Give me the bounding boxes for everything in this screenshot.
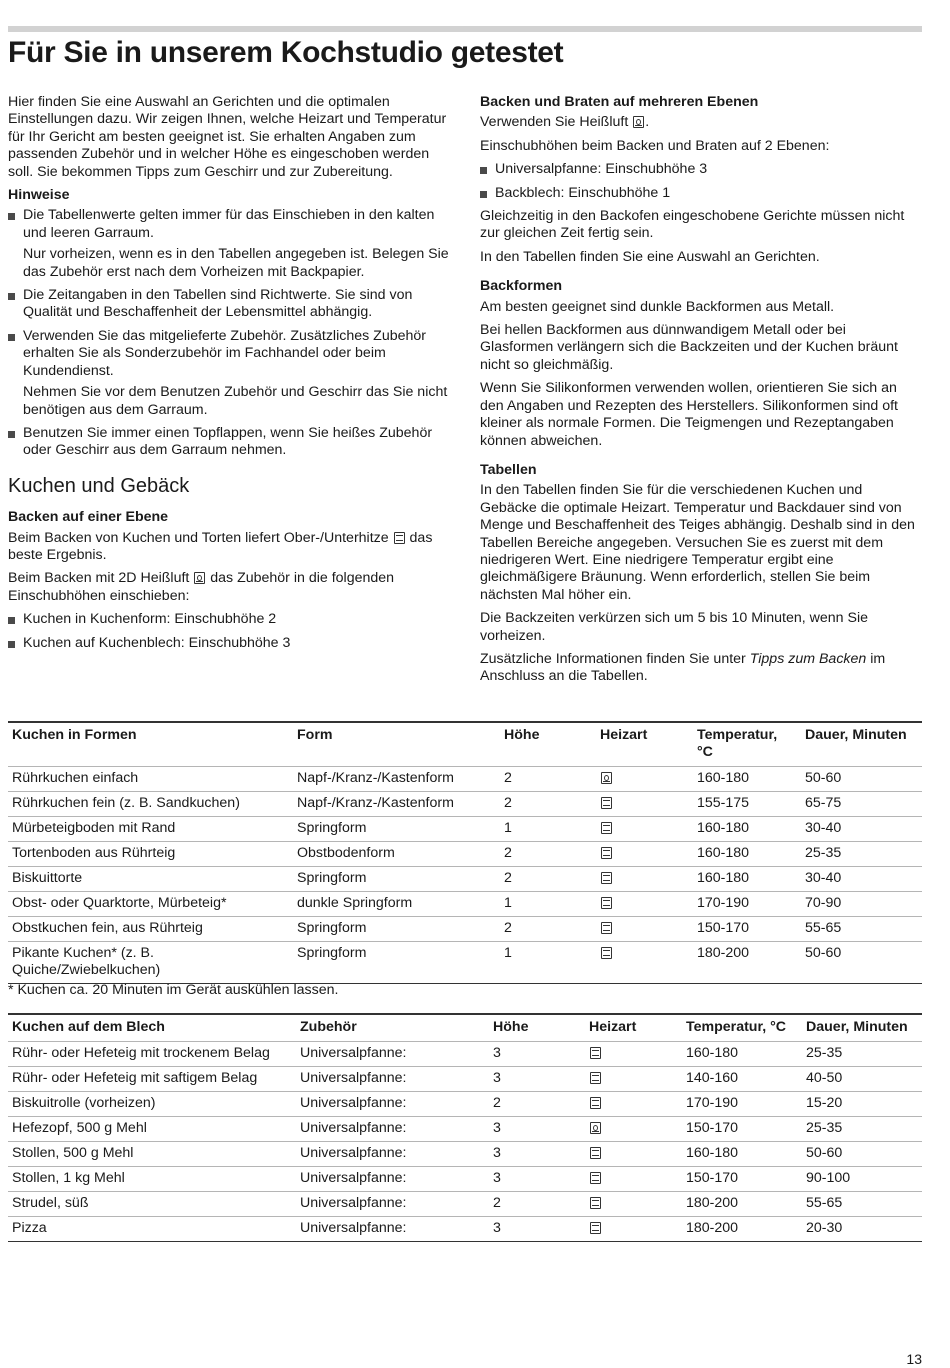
heissluft-icon xyxy=(590,1122,601,1134)
tabellen-heading: Tabellen xyxy=(480,461,537,478)
table-cell: Stollen, 1 kg Mehl xyxy=(8,1167,296,1192)
table-cell: Rührkuchen fein (z. B. Sandkuchen) xyxy=(8,792,293,817)
page-number: 13 xyxy=(906,1351,922,1367)
table-footnote: * Kuchen ca. 20 Minuten im Gerät auskühlen lassen. xyxy=(8,982,339,998)
table-cell: Stollen, 500 g Mehl xyxy=(8,1142,296,1167)
ober-unterhitze-icon xyxy=(590,1147,601,1159)
table-cell: 1 xyxy=(500,942,596,984)
table-cell: 140-160 xyxy=(682,1067,802,1092)
table-cell: 160-180 xyxy=(693,842,801,867)
table-cell: 25-35 xyxy=(802,1042,922,1067)
table-cell: 180-200 xyxy=(682,1217,802,1242)
table-cell: Springform xyxy=(293,817,500,842)
column-header: Zubehör xyxy=(300,1019,357,1035)
heissluft-icon xyxy=(601,772,612,784)
table-cell: 30-40 xyxy=(801,817,922,842)
table-cell: Rührkuchen einfach xyxy=(8,767,293,792)
table-cell: 2 xyxy=(500,792,596,817)
table-cell: 3 xyxy=(489,1042,585,1067)
table-cell: 3 xyxy=(489,1167,585,1192)
column-header: Höhe xyxy=(493,1019,529,1035)
table-cell: 180-200 xyxy=(682,1192,802,1217)
intro-text: Hier finden Sie eine Auswahl an Gerichten und die optimalen Einstellungen dazu. Wir zeigen Ihnen, welche Heizart und Temperatur für Ihr Gericht am besten geeignet ist. Sie erhalten Angaben zum passenden Zubehör und in welcher Höhe es eingeschoben werden soll. Sie bekommen Tipps zum Geschirr und zur Zubereitung. xyxy=(8,94,447,180)
table-cell: dunkle Springform xyxy=(293,892,500,917)
table-row xyxy=(8,792,922,817)
table-cell: 25-35 xyxy=(802,1117,922,1142)
heizart-cell xyxy=(596,892,693,917)
table-row xyxy=(8,1042,922,1067)
heizart-cell xyxy=(596,842,693,867)
table-kuchen-auf-dem-blech xyxy=(8,1013,922,1242)
ober-unterhitze-icon xyxy=(590,1047,601,1059)
table-cell: 3 xyxy=(489,1117,585,1142)
mehrere-text-2: Einschubhöhen beim Backen und Braten auf 2 Ebenen: xyxy=(480,137,830,154)
list-item: Kuchen in Kuchenform: Einschubhöhe 2 xyxy=(8,611,456,628)
table-cell: 90-100 xyxy=(802,1167,922,1192)
table-row xyxy=(8,1142,922,1167)
table-cell: Universalpfanne: xyxy=(296,1192,489,1217)
table-cell: Universalpfanne: xyxy=(296,1042,489,1067)
ebene-text-2: Beim Backen mit 2D Heißluft das Zubehör in die folgenden Einschubhöhen einschieben: xyxy=(8,570,395,604)
ober-unterhitze-icon xyxy=(590,1172,601,1184)
list-item: Backblech: Einschubhöhe 1 xyxy=(480,185,922,202)
table-cell: 3 xyxy=(489,1142,585,1167)
table-row xyxy=(8,767,922,792)
table-cell: Obstkuchen fein, aus Rührteig xyxy=(8,917,293,942)
table-row xyxy=(8,842,922,867)
table-cell: 70-90 xyxy=(801,892,922,917)
table-cell: Pikante Kuchen* (z. B. Quiche/Zwiebelkuchen) xyxy=(8,942,293,984)
table-header-row xyxy=(8,722,922,767)
tipps-reference: Tipps zum Backen xyxy=(749,650,867,667)
mehrere-text-3: Gleichzeitig in den Backofen eingeschobene Gerichte müssen nicht zur gleichen Zeit fertig sein. xyxy=(480,208,905,242)
table-row xyxy=(8,1167,922,1192)
table-row xyxy=(8,867,922,892)
table-cell: Springform xyxy=(293,867,500,892)
table-cell: Universalpfanne: xyxy=(296,1167,489,1192)
heizart-cell xyxy=(585,1192,682,1217)
column-header: Temperatur, °C xyxy=(686,1019,787,1035)
mehrere-text-1: Verwenden Sie Heißluft . xyxy=(480,114,650,131)
ebene-heading: Backen auf einer Ebene xyxy=(8,509,169,526)
backformen-text-3: Wenn Sie Silikonformen verwenden wollen, orientieren Sie sich an den Angaben und Rezepten des Herstellers. Silikonformen sind oft kleiner als normale Formen. Die Teigmengen und Rezeptangaben können abweichen. xyxy=(480,380,898,449)
column-header: Form xyxy=(297,727,333,743)
table-cell: Universalpfanne: xyxy=(296,1217,489,1242)
left-column xyxy=(8,94,456,658)
table-cell: Napf-/Kranz-/Kastenform xyxy=(293,767,500,792)
heizart-cell xyxy=(596,817,693,842)
heizart-cell xyxy=(585,1167,682,1192)
backformen-text-1: Am besten geeignet sind dunkle Backformen aus Metall. xyxy=(480,298,835,315)
ebene-text-1: Beim Backen von Kuchen und Torten liefert Ober-/Unterhitze das beste Ergebnis. xyxy=(8,529,433,563)
hinweise-list xyxy=(8,207,456,459)
column-header: Höhe xyxy=(504,727,540,743)
table-cell: 160-180 xyxy=(682,1042,802,1067)
ober-unterhitze-icon xyxy=(601,897,612,909)
tabellen-text-1: In den Tabellen finden Sie für die verschiedenen Kuchen und Gebäcke die optimale Heizart. Temperatur und Backdauer sind von Menge und Beschaffenheit des Teiges abhängig. Deshalb sind in den Tabellen Bereiche angegeben. Versuchen Sie es zuerst mit dem niedrigeren Wert. Eine niedrigere Temperatur ergibt eine gleichmäßigere Bräunung. Wenn erforderlich, stellen Sie beim nächsten Mal höher ein. xyxy=(480,482,915,603)
table-cell: Biskuitrolle (vorheizen) xyxy=(8,1092,296,1117)
ober-unterhitze-icon xyxy=(601,872,612,884)
mehrere-text-4: In den Tabellen finden Sie eine Auswahl an Gerichten. xyxy=(480,248,820,265)
heissluft-icon xyxy=(194,572,205,584)
tabellen-text-2: Die Backzeiten verkürzen sich um 5 bis 10 Minuten, wenn Sie vorheizen. xyxy=(480,610,868,644)
heizart-cell xyxy=(585,1217,682,1242)
table-row xyxy=(8,1217,922,1242)
table-row xyxy=(8,1092,922,1117)
section-heading-kuchen: Kuchen und Gebäck xyxy=(8,474,190,497)
table-row xyxy=(8,1117,922,1142)
table-cell: Springform xyxy=(293,917,500,942)
table-cell: Universalpfanne: xyxy=(296,1117,489,1142)
table-cell: 50-60 xyxy=(802,1142,922,1167)
column-header: Heizart xyxy=(589,1019,637,1035)
heizart-cell xyxy=(596,767,693,792)
table-cell: 2 xyxy=(489,1192,585,1217)
table-cell: 50-60 xyxy=(801,942,922,984)
ober-unterhitze-icon xyxy=(601,797,612,809)
heissluft-icon xyxy=(633,116,644,128)
table-cell: 170-190 xyxy=(682,1092,802,1117)
heizart-cell xyxy=(585,1067,682,1092)
right-column xyxy=(480,94,922,692)
heizart-cell xyxy=(585,1042,682,1067)
mehrere-heading: Backen und Braten auf mehreren Ebenen xyxy=(480,94,759,110)
table-kuchen-in-formen xyxy=(8,721,922,984)
table-cell: 2 xyxy=(489,1092,585,1117)
table-row xyxy=(8,1192,922,1217)
table-cell: 160-180 xyxy=(682,1142,802,1167)
table-row xyxy=(8,917,922,942)
table-cell: 2 xyxy=(500,917,596,942)
table-cell: 25-35 xyxy=(801,842,922,867)
ober-unterhitze-icon xyxy=(601,847,612,859)
table-row xyxy=(8,892,922,917)
table-header-row xyxy=(8,1014,922,1042)
table-cell: 160-180 xyxy=(693,867,801,892)
table-cell: 150-170 xyxy=(682,1167,802,1192)
table-cell: 155-175 xyxy=(693,792,801,817)
table-cell: 1 xyxy=(500,892,596,917)
hinweise-heading: Hinweise xyxy=(8,187,70,204)
ober-unterhitze-icon xyxy=(590,1097,601,1109)
list-item: Kuchen auf Kuchenblech: Einschubhöhe 3 xyxy=(8,635,456,652)
table-cell: 2 xyxy=(500,867,596,892)
ebene-list xyxy=(8,611,456,652)
list-item: Benutzen Sie immer einen Topflappen, wenn Sie heißes Zubehör oder Geschirr aus dem Garraum nehmen. xyxy=(8,425,456,460)
heizart-cell xyxy=(585,1117,682,1142)
table-cell: 170-190 xyxy=(693,892,801,917)
column-header: Kuchen in Formen xyxy=(12,727,137,743)
column-header: Kuchen auf dem Blech xyxy=(12,1019,165,1035)
table-cell: Springform xyxy=(293,942,500,984)
table-cell: Napf-/Kranz-/Kastenform xyxy=(293,792,500,817)
table-cell: Tortenboden aus Rührteig xyxy=(8,842,293,867)
ober-unterhitze-icon xyxy=(394,532,405,544)
table-cell: 50-60 xyxy=(801,767,922,792)
list-item-sub: Nehmen Sie vor dem Benutzen Zubehör und Geschirr das Sie nicht benötigen aus dem Garraum. xyxy=(23,384,448,418)
heizart-cell xyxy=(596,942,693,984)
table-row xyxy=(8,1067,922,1092)
list-item: Verwenden Sie das mitgelieferte Zubehör. Zusätzliches Zubehör erhalten Sie als Sonderzubehör im Fachhandel oder beim Kundendienst. Nehmen Sie vor dem Benutzen Zubehör und Geschirr das Sie nicht benötigen aus dem Garraum. xyxy=(8,328,456,419)
table-cell: Biskuittorte xyxy=(8,867,293,892)
list-item: Die Tabellenwerte gelten immer für das Einschieben in den kalten und leeren Garraum. Nur vorheizen, wenn es in den Tabellen angegeben ist. Belegen Sie das Zubehör erst nach dem Vorheizen mit Backpapier. xyxy=(8,207,456,281)
table-cell: Universalpfanne: xyxy=(296,1142,489,1167)
table-cell: Pizza xyxy=(8,1217,296,1242)
table-cell: Obstbodenform xyxy=(293,842,500,867)
table-cell: 2 xyxy=(500,767,596,792)
table-cell: Rühr- oder Hefeteig mit trockenem Belag xyxy=(8,1042,296,1067)
table-cell: 40-50 xyxy=(802,1067,922,1092)
top-rule xyxy=(8,26,922,32)
table-cell: 3 xyxy=(489,1217,585,1242)
ober-unterhitze-icon xyxy=(601,922,612,934)
heizart-cell xyxy=(596,917,693,942)
table-cell: 150-170 xyxy=(682,1117,802,1142)
ober-unterhitze-icon xyxy=(590,1222,601,1234)
table-cell: 2 xyxy=(500,842,596,867)
list-item-sub: Nur vorheizen, wenn es in den Tabellen angegeben ist. Belegen Sie das Zubehör erst nach dem Vorheizen mit Backpapier. xyxy=(23,246,449,280)
heizart-cell xyxy=(585,1142,682,1167)
ober-unterhitze-icon xyxy=(601,822,612,834)
table-cell: 160-180 xyxy=(693,817,801,842)
table-row xyxy=(8,817,922,842)
table-cell: 55-65 xyxy=(802,1192,922,1217)
table-cell: 180-200 xyxy=(693,942,801,984)
table-cell: 65-75 xyxy=(801,792,922,817)
table-cell: Universalpfanne: xyxy=(296,1092,489,1117)
table-cell: Hefezopf, 500 g Mehl xyxy=(8,1117,296,1142)
ober-unterhitze-icon xyxy=(590,1197,601,1209)
list-item: Die Zeitangaben in den Tabellen sind Richtwerte. Sie sind von Qualität und Beschaffenheit der Lebensmittel abhängig. xyxy=(8,287,456,322)
heizart-cell xyxy=(596,792,693,817)
table-cell: 55-65 xyxy=(801,917,922,942)
table-cell: Obst- oder Quarktorte, Mürbeteig* xyxy=(8,892,293,917)
backformen-text-2: Bei hellen Backformen aus dünnwandigem Metall oder bei Glasformen verlängern sich die Backzeiten und der Kuchen bräunt nicht so gleichmäßig. xyxy=(480,322,898,373)
table-cell: Universalpfanne: xyxy=(296,1067,489,1092)
column-header: Dauer, Minuten xyxy=(805,727,907,743)
list-item: Universalpfanne: Einschubhöhe 3 xyxy=(480,161,922,178)
table-cell: 30-40 xyxy=(801,867,922,892)
table-cell: 1 xyxy=(500,817,596,842)
table-cell: Strudel, süß xyxy=(8,1192,296,1217)
heizart-cell xyxy=(596,867,693,892)
page-title: Für Sie in unserem Kochstudio getestet xyxy=(8,36,564,69)
heizart-cell xyxy=(585,1092,682,1117)
table-cell: 20-30 xyxy=(802,1217,922,1242)
table-row xyxy=(8,942,922,984)
table-cell: Rühr- oder Hefeteig mit saftigem Belag xyxy=(8,1067,296,1092)
table-cell: 160-180 xyxy=(693,767,801,792)
column-header: Heizart xyxy=(600,727,648,743)
table-cell: 3 xyxy=(489,1067,585,1092)
ober-unterhitze-icon xyxy=(601,947,612,959)
table-cell: 15-20 xyxy=(802,1092,922,1117)
column-header: Dauer, Minuten xyxy=(806,1019,908,1035)
mehrere-list xyxy=(480,161,922,202)
column-header: Temperatur, °C xyxy=(697,727,778,760)
table-cell: Mürbeteigboden mit Rand xyxy=(8,817,293,842)
tabellen-text-3: Zusätzliche Informationen finden Sie unter Tipps zum Backen im Anschluss an die Tabellen. xyxy=(480,650,886,685)
ober-unterhitze-icon xyxy=(590,1072,601,1084)
table-cell: 150-170 xyxy=(693,917,801,942)
backformen-heading: Backformen xyxy=(480,278,563,295)
